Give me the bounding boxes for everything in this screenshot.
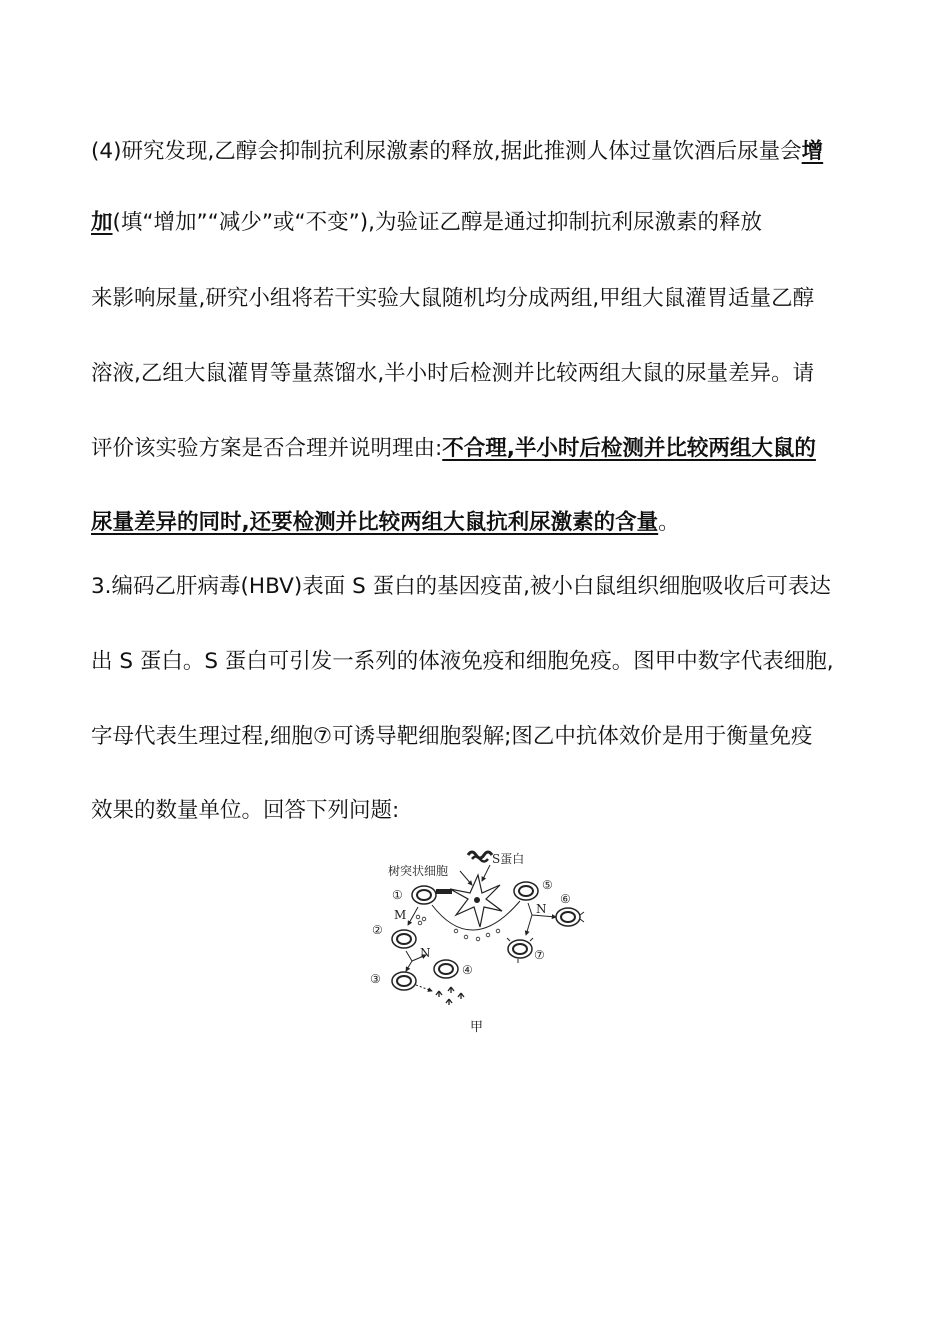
label-cell-5: ⑤ xyxy=(542,878,553,892)
cell-4 xyxy=(434,960,458,978)
q2-part4-line-4-text: 溶液,乙组大鼠灌胃等量蒸馏水,半小时后检测并比较两组大鼠的尿量差异。请 xyxy=(91,361,815,386)
answer-blank-1-part1: 增 xyxy=(801,139,824,164)
cell-3 xyxy=(392,972,416,990)
label-cell-2: ② xyxy=(372,923,383,937)
q2-part4-line-1 xyxy=(91,137,823,167)
s-protein-icon xyxy=(468,852,492,862)
cell-6 xyxy=(556,908,584,926)
figure-caption: 甲 xyxy=(470,1020,484,1035)
q3-line-4-text: 效果的数量单位。回答下列问题: xyxy=(91,798,400,823)
q3-line-4 xyxy=(91,796,399,826)
label-N-2: N xyxy=(536,902,547,916)
q2-part4-line-1-text: (4)研究发现,乙醇会抑制抗利尿激素的释放,据此推测人体过量饮酒后尿量会 xyxy=(91,139,802,164)
q2-part4-line-2-text: (填“增加”“减少”或“不变”),为验证乙醇是通过抑制抗利尿激素的释放 xyxy=(112,210,762,235)
immune-diagram-figure xyxy=(360,845,590,1040)
receptor-connector xyxy=(436,889,452,894)
immune-diagram xyxy=(360,845,590,1020)
label-cell-7: ⑦ xyxy=(534,948,545,962)
q2-part4-line-6-end: 。 xyxy=(658,510,680,535)
label-N-1: N xyxy=(420,946,431,960)
q2-part4-line-2 xyxy=(91,208,762,238)
q2-part4-line-3 xyxy=(91,284,814,314)
q3-line-3-text: 字母代表生理过程,细胞⑦可诱导靶细胞裂解;图乙中抗体效价是用于衡量免疫 xyxy=(91,724,813,749)
cell-1 xyxy=(412,886,436,904)
q3-line-2 xyxy=(91,647,834,677)
q2-part4-line-6 xyxy=(91,508,680,538)
q2-part4-line-5-text: 评价该实验方案是否合理并说明理由: xyxy=(91,436,443,461)
q2-part4-line-5 xyxy=(91,434,816,464)
cell-2 xyxy=(392,930,416,948)
q3-line-1-text: 3.编码乙肝病毒(HBV)表面 S 蛋白的基因疫苗,被小白鼠组织细胞吸收后可表达 xyxy=(91,574,831,599)
q2-part4-line-3-text: 来影响尿量,研究小组将若干实验大鼠随机均分成两组,甲组大鼠灌胃适量乙醇 xyxy=(91,286,815,311)
q3-line-2-text: 出 S 蛋白。S 蛋白可引发一系列的体液免疫和细胞免疫。图甲中数字代表细胞, xyxy=(91,649,834,674)
answer-blank-2-part2: 尿量差异的同时,还要检测并比较两组大鼠抗利尿激素的含量 xyxy=(91,510,659,535)
cell-7 xyxy=(507,938,533,963)
vesicles xyxy=(416,915,500,941)
label-dendritic-cell: 树突状细胞 xyxy=(388,864,449,878)
answer-blank-1-part2: 加 xyxy=(91,210,113,235)
q2-part4-line-4 xyxy=(91,359,814,389)
label-cell-6: ⑥ xyxy=(560,892,571,906)
q3-line-1 xyxy=(91,572,831,602)
label-M: M xyxy=(394,908,407,922)
answer-blank-2-part1: 不合理,半小时后检测并比较两组大鼠的 xyxy=(442,436,816,461)
label-cell-1: ① xyxy=(392,888,403,902)
label-s-protein: S蛋白 xyxy=(492,852,525,866)
antibody-icons xyxy=(436,987,464,1005)
dendritic-cell xyxy=(450,875,502,927)
cell-5 xyxy=(514,882,538,900)
label-cell-3: ③ xyxy=(370,972,381,986)
q3-line-3 xyxy=(91,722,812,752)
label-cell-4: ④ xyxy=(462,963,473,977)
